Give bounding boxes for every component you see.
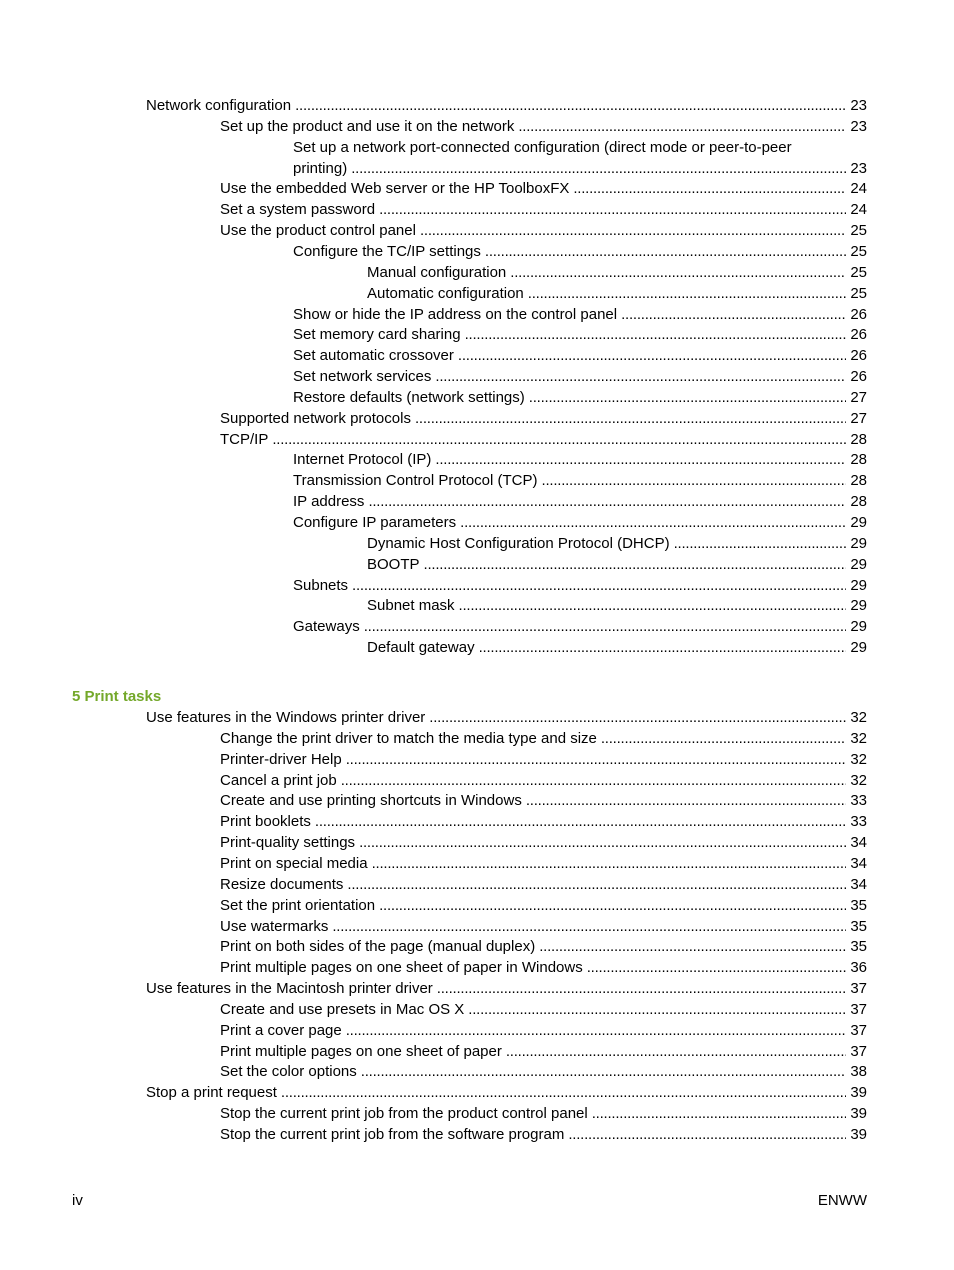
toc-entry-title: Network configuration xyxy=(146,96,295,116)
toc-entry[interactable] xyxy=(367,555,867,575)
toc-entry[interactable] xyxy=(293,367,867,387)
toc-entry[interactable] xyxy=(220,771,867,791)
toc-entry-title: IP address xyxy=(293,492,368,512)
toc-entry-title: Print on special media xyxy=(220,854,372,874)
toc-entry-title: Manual configuration xyxy=(367,263,510,283)
toc-page-number: 39 xyxy=(850,1105,867,1123)
toc-dot-leader xyxy=(347,875,846,895)
toc-entry-title: Set the color options xyxy=(220,1062,361,1082)
toc-dot-leader xyxy=(272,430,846,450)
toc-page-number: 24 xyxy=(850,180,867,198)
toc-dot-leader xyxy=(518,117,846,137)
toc-entry-title: Set a system password xyxy=(220,200,379,220)
toc-dot-leader xyxy=(281,1083,846,1103)
toc-entry[interactable] xyxy=(293,305,867,325)
toc-entry[interactable] xyxy=(220,200,867,220)
toc-page-number: 24 xyxy=(850,201,867,219)
toc-entry[interactable] xyxy=(293,325,867,345)
toc-page-number: 39 xyxy=(850,1126,867,1143)
toc-entry[interactable] xyxy=(293,617,867,637)
toc-entry-title: Cancel a print job xyxy=(220,771,341,791)
toc-page-number: 28 xyxy=(850,451,867,469)
toc-page-number: 28 xyxy=(850,493,867,511)
toc-entry-title: Default gateway xyxy=(367,638,479,658)
toc-entry[interactable] xyxy=(220,958,867,978)
toc-page-number: 34 xyxy=(850,854,867,872)
toc-dot-leader xyxy=(485,242,846,262)
toc-entry[interactable] xyxy=(367,638,867,658)
toc-dot-leader xyxy=(332,917,846,937)
toc-entry-title: Set the print orientation xyxy=(220,896,379,916)
toc-entry[interactable] xyxy=(367,534,867,554)
toc-page-number: 25 xyxy=(850,242,867,260)
toc-entry-title: Restore defaults (network settings) xyxy=(293,388,529,408)
toc-entry-title: Set up the product and use it on the network xyxy=(220,117,518,137)
toc-page-number: 38 xyxy=(850,1063,867,1081)
toc-page-number: 25 xyxy=(850,284,867,302)
toc-page-number: 29 xyxy=(850,555,867,573)
toc-dot-leader xyxy=(459,596,847,616)
toc-entry-title: Use the product control panel xyxy=(220,221,420,241)
toc-dot-leader xyxy=(674,534,847,554)
toc-dot-leader xyxy=(359,833,846,853)
toc-dot-leader xyxy=(573,179,846,199)
toc-entry-title: Configure IP parameters xyxy=(293,513,460,533)
toc-page-number: 32 xyxy=(850,729,867,747)
toc-dot-leader xyxy=(621,305,846,325)
toc-entry-title: Configure the TC/IP settings xyxy=(293,242,485,262)
toc-dot-leader xyxy=(539,937,846,957)
toc-entry[interactable] xyxy=(367,284,867,304)
toc-entry-title: Use the embedded Web server or the HP ToolboxFX xyxy=(220,179,573,199)
toc-entry-title: Supported network protocols xyxy=(220,409,415,429)
toc-page-number: 28 xyxy=(850,430,867,448)
toc-page-number: 23 xyxy=(850,97,867,114)
toc-page-number: 29 xyxy=(850,639,867,657)
toc-page-number: 32 xyxy=(850,750,867,768)
toc-entry[interactable] xyxy=(220,917,867,937)
toc-entry[interactable] xyxy=(220,750,867,770)
toc-page-number: 25 xyxy=(850,263,867,281)
toc-dot-leader xyxy=(352,576,846,596)
toc-dot-leader xyxy=(479,638,847,658)
toc-entry-title: Change the print driver to match the media type and size xyxy=(220,729,601,749)
toc-page-number: 29 xyxy=(850,618,867,636)
toc-entry[interactable] xyxy=(293,513,867,533)
toc-page-number: 33 xyxy=(850,792,867,810)
toc-page-number: 29 xyxy=(850,534,867,552)
toc-page-number: 27 xyxy=(850,409,867,427)
toc-entry[interactable] xyxy=(220,833,867,853)
toc-entry-title: Set automatic crossover xyxy=(293,346,458,366)
toc-page-number: 39 xyxy=(850,1084,867,1102)
toc-entry[interactable] xyxy=(146,979,867,999)
toc-entry[interactable] xyxy=(220,791,867,811)
toc-dot-leader xyxy=(506,1042,846,1062)
toc-page-number: 37 xyxy=(850,1042,867,1060)
toc-entry[interactable] xyxy=(220,430,867,450)
toc-dot-leader xyxy=(420,221,846,241)
toc-entry-title: Subnets xyxy=(293,576,352,596)
toc-page-number: 23 xyxy=(850,159,867,177)
toc-page-number: 37 xyxy=(850,1000,867,1018)
toc-dot-leader xyxy=(315,812,846,832)
toc-entry[interactable] xyxy=(367,596,867,616)
toc-dot-leader xyxy=(458,346,846,366)
toc-entry[interactable] xyxy=(220,179,867,199)
chapter-heading: 5 Print tasks xyxy=(72,688,162,705)
toc-entry-title: Set network services xyxy=(293,367,435,387)
toc-entry-title: Internet Protocol (IP) xyxy=(293,450,435,470)
toc-page-number: 33 xyxy=(850,813,867,831)
toc-dot-leader xyxy=(351,159,846,179)
toc-entry[interactable] xyxy=(220,937,867,957)
toc-page-number: 28 xyxy=(850,472,867,490)
toc-dot-leader xyxy=(510,263,846,283)
toc-dot-leader xyxy=(379,200,846,220)
toc-dot-leader xyxy=(529,388,847,408)
toc-entry[interactable] xyxy=(293,450,867,470)
toc-entry-title: Stop a print request xyxy=(146,1083,281,1103)
toc-dot-leader xyxy=(424,555,847,575)
toc-entry-title: Print on both sides of the page (manual duplex) xyxy=(220,937,539,957)
toc-entry[interactable] xyxy=(293,576,867,596)
toc-entry-title: TCP/IP xyxy=(220,430,272,450)
toc-entry[interactable] xyxy=(220,1021,867,1041)
toc-entry-title: Print multiple pages on one sheet of paper in Windows xyxy=(220,958,587,978)
toc-page-number: 29 xyxy=(850,597,867,615)
toc-entry-title: Stop the current print job from the software program xyxy=(220,1125,568,1145)
toc-dot-leader xyxy=(364,617,847,637)
toc-entry[interactable] xyxy=(367,263,867,283)
toc-page-number: 26 xyxy=(850,326,867,344)
toc-entry[interactable] xyxy=(220,812,867,832)
toc-entry-title: Print booklets xyxy=(220,812,315,832)
toc-dot-leader xyxy=(346,1021,847,1041)
toc-entry-title: Automatic configuration xyxy=(367,284,528,304)
toc-entry-title: Transmission Control Protocol (TCP) xyxy=(293,471,542,491)
toc-entry-title: Print multiple pages on one sheet of paper xyxy=(220,1042,506,1062)
toc-entry[interactable] xyxy=(146,1083,867,1103)
toc-dot-leader xyxy=(460,513,846,533)
toc-page-number: 37 xyxy=(850,1021,867,1039)
toc-page-number: 23 xyxy=(850,117,867,135)
toc-page-number: 26 xyxy=(850,305,867,323)
toc-dot-leader xyxy=(526,791,846,811)
toc-page-number: 35 xyxy=(850,896,867,914)
toc-entry-title: Use features in the Windows printer driver xyxy=(146,708,429,728)
toc-page-number: 37 xyxy=(850,980,867,998)
toc-page-number: 27 xyxy=(850,388,867,406)
toc-entry[interactable] xyxy=(293,471,867,491)
toc-entry-title: Create and use presets in Mac OS X xyxy=(220,1000,468,1020)
toc-dot-leader xyxy=(368,492,846,512)
toc-page-number: 35 xyxy=(850,938,867,956)
toc-entry-title: Stop the current print job from the product control panel xyxy=(220,1104,592,1124)
toc-entry[interactable] xyxy=(220,117,867,137)
toc-entry-title: Dynamic Host Configuration Protocol (DHCP) xyxy=(367,534,674,554)
toc-entry[interactable] xyxy=(220,729,867,749)
toc-page-number: 34 xyxy=(850,875,867,893)
toc-entry[interactable] xyxy=(220,409,867,429)
toc-entry[interactable] xyxy=(220,1062,867,1082)
toc-dot-leader xyxy=(468,1000,846,1020)
toc-entry-title: Use features in the Macintosh printer driver xyxy=(146,979,437,999)
toc-entry-wrapped-line: Set up a network port-connected configuration (direct mode or peer-to-peer xyxy=(293,138,792,156)
toc-entry-title: Show or hide the IP address on the control panel xyxy=(293,305,621,325)
toc-entry[interactable] xyxy=(293,346,867,366)
toc-dot-leader xyxy=(568,1125,846,1145)
toc-dot-leader xyxy=(465,325,847,345)
toc-entry[interactable] xyxy=(220,896,867,916)
toc-page-number: 32 xyxy=(850,771,867,789)
toc-entry[interactable] xyxy=(293,159,867,179)
toc-entry[interactable] xyxy=(220,1000,867,1020)
toc-entry-title: Printer-driver Help xyxy=(220,750,346,770)
toc-entry[interactable] xyxy=(293,492,867,512)
toc-dot-leader xyxy=(415,409,846,429)
toc-entry-title: Create and use printing shortcuts in Windows xyxy=(220,791,526,811)
toc-dot-leader xyxy=(429,708,846,728)
toc-entry-title: Use watermarks xyxy=(220,917,332,937)
toc-page-number: 26 xyxy=(850,368,867,386)
toc-dot-leader xyxy=(346,750,847,770)
toc-entry[interactable] xyxy=(220,1104,867,1124)
toc-entry[interactable] xyxy=(146,96,867,116)
toc-entry-title: Gateways xyxy=(293,617,364,637)
toc-page-number: 36 xyxy=(850,959,867,977)
toc-entry[interactable] xyxy=(293,388,867,408)
toc-entry[interactable] xyxy=(146,708,867,728)
toc-dot-leader xyxy=(601,729,846,749)
toc-dot-leader xyxy=(435,450,846,470)
toc-dot-leader xyxy=(592,1104,847,1124)
toc-dot-leader xyxy=(372,854,847,874)
toc-dot-leader xyxy=(437,979,847,999)
toc-dot-leader xyxy=(528,284,847,304)
toc-dot-leader xyxy=(361,1062,847,1082)
toc-page-number: 26 xyxy=(850,347,867,365)
toc-entry[interactable] xyxy=(293,242,867,262)
toc-entry[interactable] xyxy=(220,854,867,874)
toc-entry[interactable] xyxy=(220,875,867,895)
toc-dot-leader xyxy=(587,958,847,978)
footer-doc-id: ENWW xyxy=(817,1192,867,1209)
toc-dot-leader xyxy=(295,96,846,116)
toc-entry[interactable] xyxy=(220,1042,867,1062)
toc-entry[interactable] xyxy=(220,1125,867,1145)
toc-dot-leader xyxy=(341,771,847,791)
toc-page-number: 34 xyxy=(850,834,867,852)
toc-entry[interactable] xyxy=(220,221,867,241)
toc-entry-title: Set memory card sharing xyxy=(293,325,465,345)
toc-dot-leader xyxy=(435,367,846,387)
toc-entry-title: BOOTP xyxy=(367,555,424,575)
toc-dot-leader xyxy=(379,896,846,916)
toc-page-number: 29 xyxy=(850,576,867,594)
toc-entry-title: Print-quality settings xyxy=(220,833,359,853)
toc-dot-leader xyxy=(542,471,847,491)
footer-page-number: iv xyxy=(72,1192,83,1209)
toc-page-number: 32 xyxy=(850,709,867,726)
toc-page-number: 29 xyxy=(850,514,867,531)
toc-entry-title: Print a cover page xyxy=(220,1021,346,1041)
toc-entry-title: Subnet mask xyxy=(367,596,459,616)
toc-entry-title: Resize documents xyxy=(220,875,347,895)
toc-page-number: 25 xyxy=(850,222,867,240)
toc-page-number: 35 xyxy=(850,917,867,935)
toc-entry-title: printing) xyxy=(293,159,351,179)
